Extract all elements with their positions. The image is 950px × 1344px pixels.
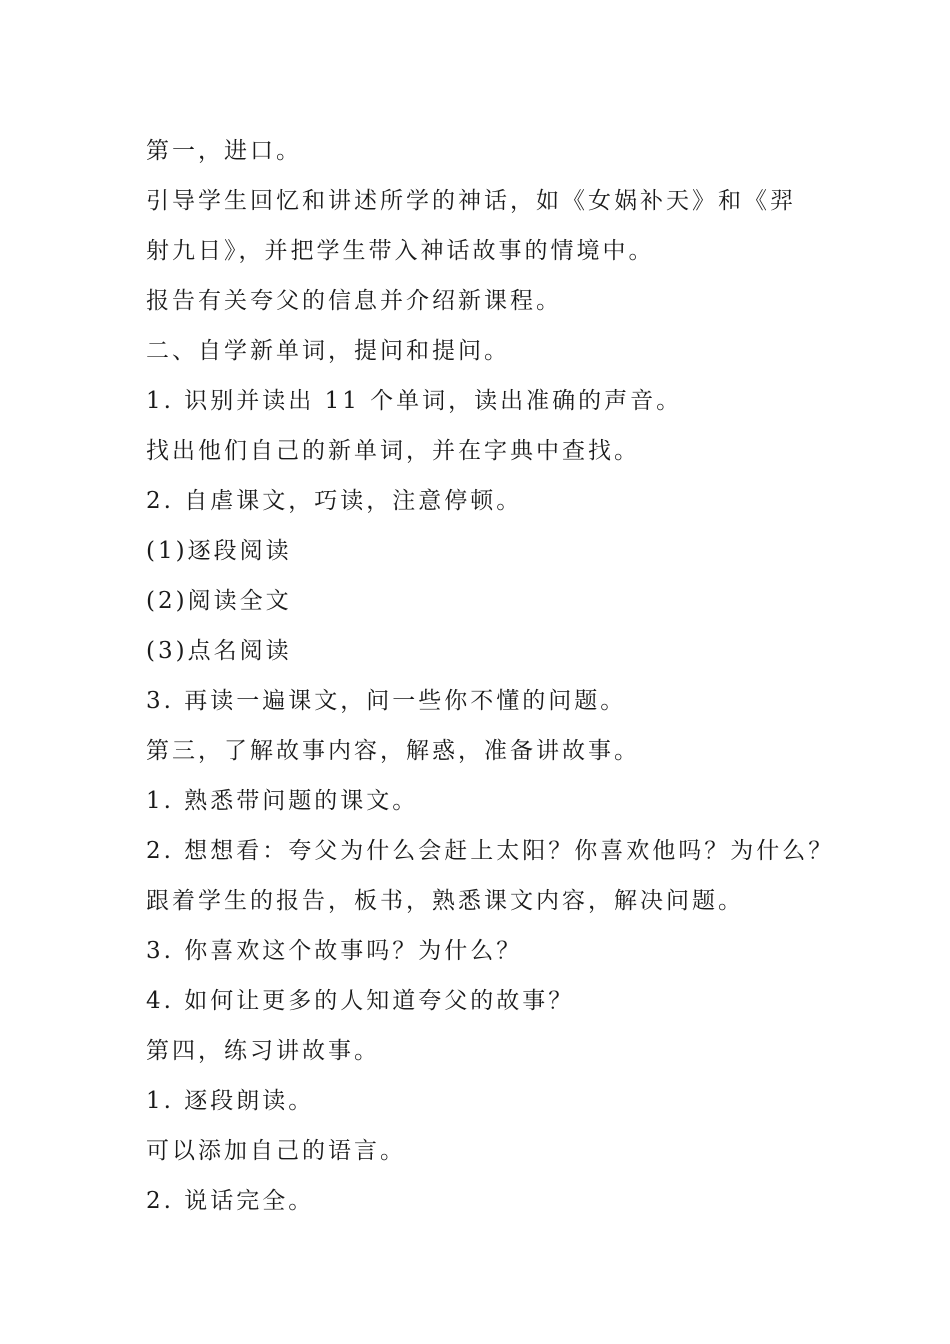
list-item: 3. 你喜欢这个故事吗？为什么？ [146,938,523,964]
sub-list-item: (2)阅读全文 [146,588,292,614]
list-item: 1. 熟悉带问题的课文。 [146,788,419,814]
paragraph-line: 跟着学生的报告，板书，熟悉课文内容，解决问题。 [146,888,744,914]
paragraph-line: 找出他们自己的新单词，并在字典中查找。 [146,438,640,464]
sub-list-item: (1)逐段阅读 [146,538,292,564]
paragraph-line: 可以添加自己的语言。 [146,1138,406,1164]
paragraph-line: 射九日》，并把学生带入神话故事的情境中。 [146,238,655,264]
list-item: 2. 自虐课文，巧读，注意停顿。 [146,488,523,514]
paragraph-line: 引导学生回忆和讲述所学的神话，如《女娲补天》和《羿 [146,188,796,214]
list-item: 1. 逐段朗读。 [146,1088,315,1114]
section-heading-3: 第三，了解故事内容，解惑，准备讲故事。 [146,738,640,764]
section-heading-4: 第四，练习讲故事。 [146,1038,380,1064]
list-item: 2. 说话完全。 [146,1188,315,1214]
sub-list-item: (3)点名阅读 [146,638,292,664]
document-body [146,126,835,1226]
list-item: 2. 想想看：夸父为什么会赶上太阳？你喜欢他吗？为什么？ [146,838,835,864]
section-heading-1: 第一，进口。 [146,138,302,164]
list-item: 3. 再读一遍课文，问一些你不懂的问题。 [146,688,627,714]
section-heading-2: 二、自学新单词，提问和提问。 [146,338,510,364]
list-item: 1. 识别并读出 11 个单词，读出准确的声音。 [146,388,683,414]
paragraph-line: 报告有关夸父的信息并介绍新课程。 [146,288,562,314]
list-item: 4. 如何让更多的人知道夸父的故事？ [146,988,575,1014]
